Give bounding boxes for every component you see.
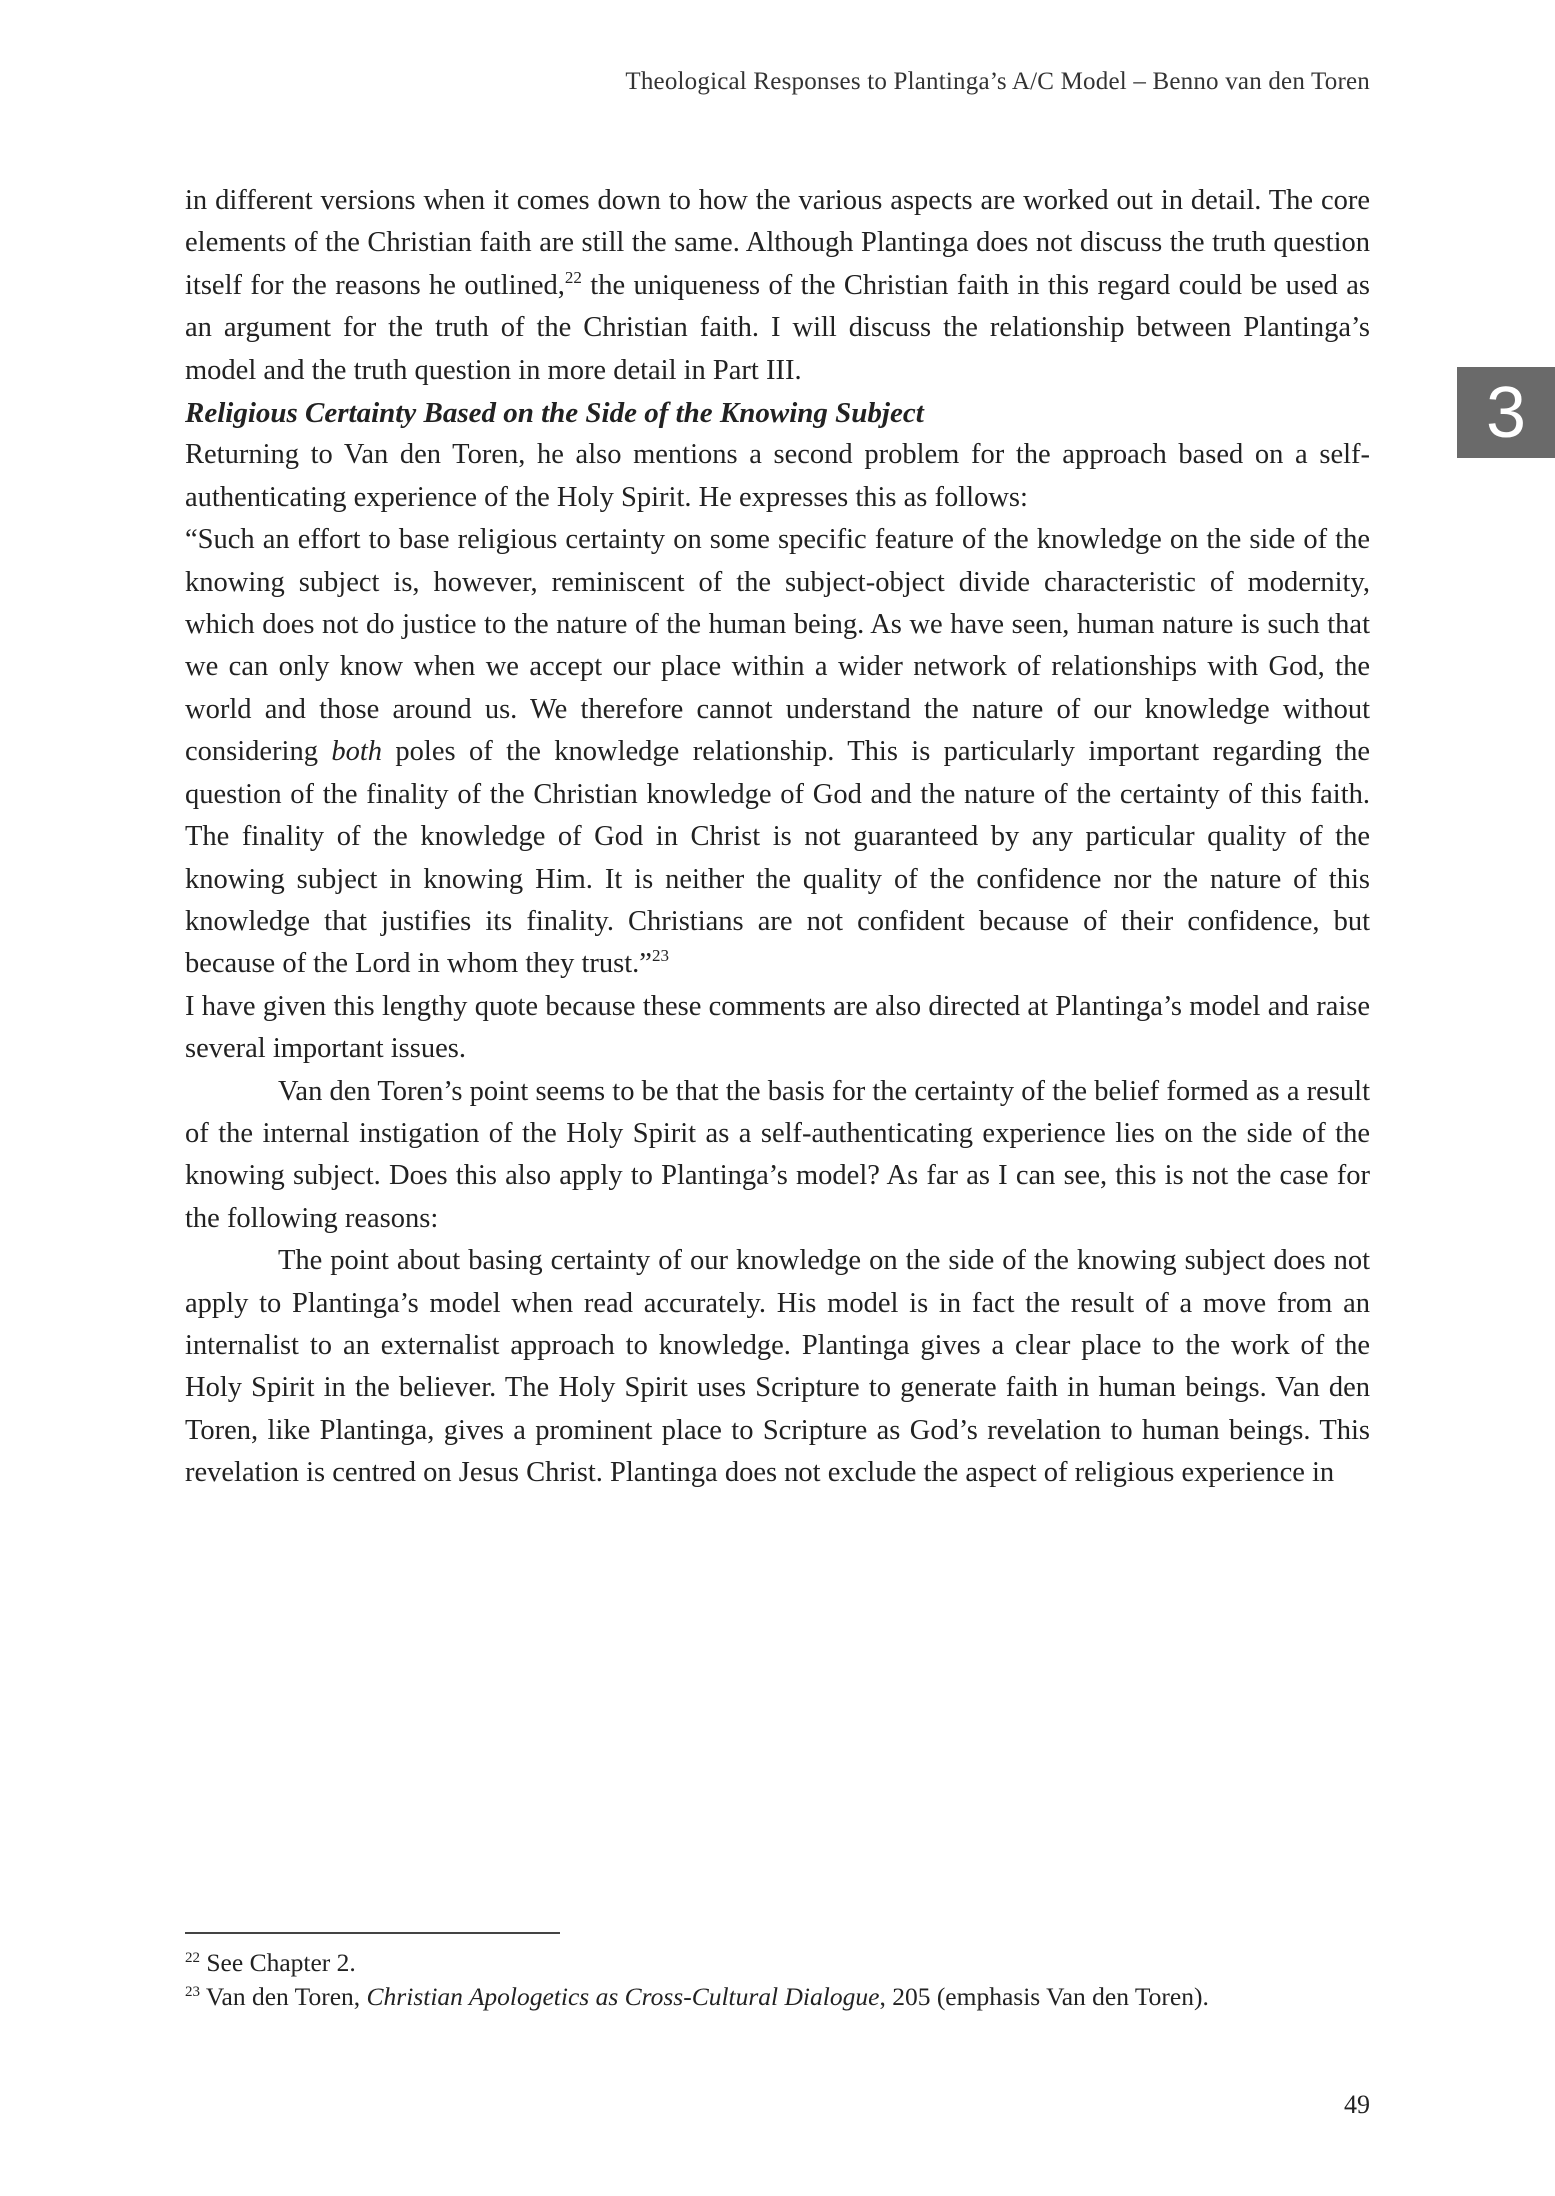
footnote-23 [185,1980,1370,2014]
footnote-text-post: , 205 (emphasis Van den Toren). [879,1982,1209,2011]
footnote-text-pre: Van den Toren, [205,1982,367,2011]
paragraph-3: I have given this lengthy quote because these comments are also directed at Plantinga’s model and raise several important issues. [185,990,1370,1065]
footnote-text: See Chapter 2. [206,1948,356,1977]
footnote-22 [185,1946,1370,1980]
footnote-ref-22[interactable]: 22 [564,267,582,287]
paragraph-1-part-1: in different versions when it comes down to how the various aspects are worked out in detail. The core elements of the Christian faith are still the same. Although Plantinga does not discuss the truth question itself for the reasons he outlined, [185,185,1370,301]
paragraph-1-part-2: the uniqueness of the Christian faith in this regard could be used as an argument for the truth of the Christian faith. I will discuss the relationship between Plantinga’s model and the truth question in more detail in Part III. [185,269,1371,386]
quote-part-2: poles of the knowledge relationship. This is particularly important regarding the question of the finality of the Christian knowledge of God and the nature of the certainty of this faith. The finality of the knowledge of God in Christ is not guaranteed by any particular quality of the knowing subject in knowing Him. It is neither the quality of the confidence nor the nature of this knowledge that justifies its finality. Christians are not confident because of their confidence, but because of the Lord in whom they trust.” [185,736,1371,980]
paragraph-4: Van den Toren’s point seems to be that the basis for the certainty of the belief formed as a result of the internal instigation of the Holy Spirit as a self-authenticating experience lies on the side of the knowing subject. Does this also apply to Plantinga’s model? As far as I can see, this is not the case for the following reasons: [185,1075,1370,1234]
paragraph-5: The point about basing certainty of our knowledge on the side of the knowing subject does not apply to Plantinga’s model when read accurately. His model is in fact the result of a move from an internalist to an externalist approach to knowledge. Plantinga gives a clear place to the work of the Holy Spirit in the believer. The Holy Spirit uses Scripture to generate faith in human beings. Van den Toren, like Plantinga, gives a prominent place to Scripture as God’s revelation to human beings. This revelation is centred on Jesus Christ. Plantinga does not exclude the aspect of religious experience in [185,1245,1370,1489]
paragraph-2: Returning to Van den Toren, he also mentions a second problem for the approach based on a self-authenticating experience of the Holy Spirit. He expresses this as follows: [185,439,1370,513]
footnotes [185,1946,1370,2014]
footnote-number: 22 [185,1950,200,1966]
footnote-number: 23 [185,1984,200,2000]
block-quote [185,519,1370,985]
main-text [185,180,1370,1495]
chapter-tab: 3 [1457,367,1555,458]
running-header: Theological Responses to Plantinga’s A/C Model – Benno van den Toren [625,68,1370,95]
footnote-book-title: Christian Apologetics as Cross-Cultural Dialogue [366,1982,880,2011]
quote-emphasis: both [331,736,383,768]
footnote-ref-23[interactable]: 23 [651,946,669,966]
page-number: 49 [1344,2090,1370,2119]
quote-part-1: “Such an effort to base religious certainty on some specific feature of the knowledge on the side of the knowing subject is, however, reminiscent of the subject-object divide characteristic of modernity, which does not do justice to the nature of the human being. As we have seen, human nature is such that we can only know when we accept our place within a wider network of relationships with God, the world and those around us. We therefore cannot understand the nature of our knowledge without considering [185,524,1370,768]
footnote-divider [185,1932,560,1934]
section-heading: Religious Certainty Based on the Side of the Knowing Subject [185,397,924,430]
paragraph-1 [185,180,1370,392]
